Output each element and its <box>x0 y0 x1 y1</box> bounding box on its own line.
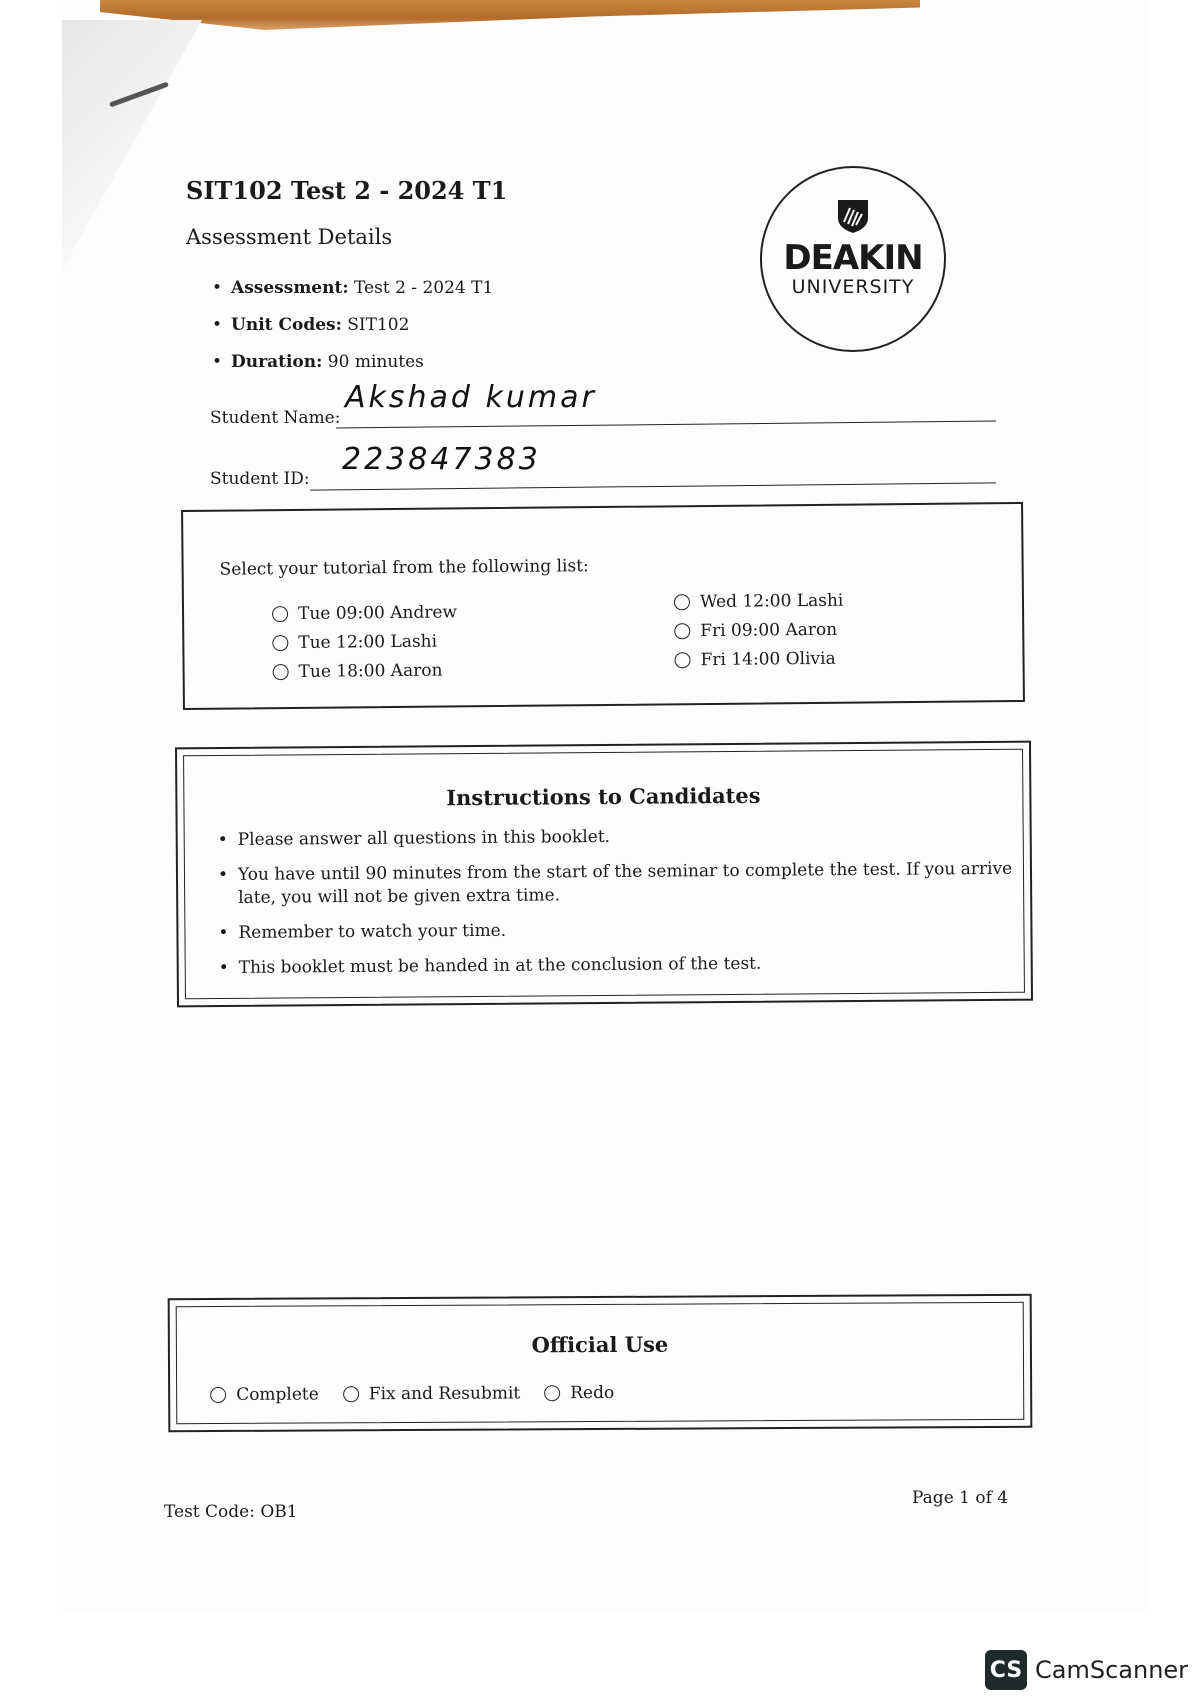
tutorial-column-left <box>272 597 458 686</box>
camscanner-watermark <box>985 1650 1188 1690</box>
student-name-label: Student Name: <box>210 408 341 428</box>
official-option[interactable]: Redo <box>544 1378 614 1407</box>
tutorial-box <box>181 502 1025 710</box>
detail-item: • Unit Codes: SIT102 <box>212 307 493 344</box>
official-use-box <box>168 1294 1033 1433</box>
radio-circle-icon <box>210 1386 226 1402</box>
student-name-field[interactable]: Akshad kumar <box>345 380 597 415</box>
official-option[interactable]: Complete <box>210 1379 319 1409</box>
shield-icon <box>836 198 870 234</box>
camscanner-logo-icon: CS <box>985 1650 1027 1690</box>
instruction-item: • This booklet must be handed in at the conclusion of the test. <box>219 951 1015 980</box>
page-title: SIT102 Test 2 - 2024 T1 <box>186 176 508 205</box>
instruction-item: • You have until 90 minutes from the start of the seminar to complete the test. If you arrive late, you will not be given extra time. <box>218 858 1014 910</box>
instruction-item: • Please answer all questions in this booklet. <box>218 823 1014 852</box>
detail-item: • Assessment: Test 2 - 2024 T1 <box>212 270 493 307</box>
camscanner-name: CamScanner <box>1035 1656 1189 1684</box>
instructions-title: Instructions to Candidates <box>446 782 761 811</box>
section-heading: Assessment Details <box>186 225 393 249</box>
radio-circle-icon <box>273 664 289 680</box>
radio-circle-icon <box>674 594 690 610</box>
radio-circle-icon <box>343 1386 359 1402</box>
logo-brand: DEAKIN <box>783 238 923 278</box>
instructions-list <box>218 823 1015 992</box>
assessment-details-list <box>212 270 493 381</box>
page-number: Page 1 of 4 <box>912 1488 1009 1508</box>
tutorial-option[interactable]: Tue 18:00 Aaron <box>272 655 457 686</box>
radio-circle-icon <box>272 635 288 651</box>
logo-sub: UNIVERSITY <box>791 276 915 298</box>
test-code: Test Code: OB1 <box>164 1502 298 1522</box>
tutorial-prompt: Select your tutorial from the following list: <box>219 556 589 580</box>
tutorial-option[interactable]: Wed 12:00 Lashi <box>674 586 844 617</box>
instructions-box <box>175 741 1033 1008</box>
detail-item: • Duration: 90 minutes <box>212 344 493 381</box>
tutorial-option[interactable]: Fri 09:00 Aaron <box>674 615 844 646</box>
student-id-label: Student ID: <box>210 469 310 489</box>
radio-circle-icon <box>272 606 288 622</box>
radio-circle-icon <box>674 652 690 668</box>
tutorial-column-right <box>674 586 844 675</box>
radio-circle-icon <box>544 1385 560 1401</box>
tutorial-option[interactable]: Tue 12:00 Lashi <box>272 626 457 657</box>
official-use-title: Official Use <box>531 1331 669 1358</box>
student-id-field[interactable]: 223847383 <box>342 442 541 477</box>
official-option[interactable]: Fix and Resubmit <box>343 1378 521 1408</box>
radio-circle-icon <box>674 623 690 639</box>
tutorial-option[interactable]: Fri 14:00 Olivia <box>674 644 844 675</box>
deakin-logo <box>760 166 946 352</box>
tutorial-option[interactable]: Tue 09:00 Andrew <box>272 597 457 628</box>
official-options <box>210 1378 614 1409</box>
instruction-item: • Remember to watch your time. <box>218 916 1014 945</box>
